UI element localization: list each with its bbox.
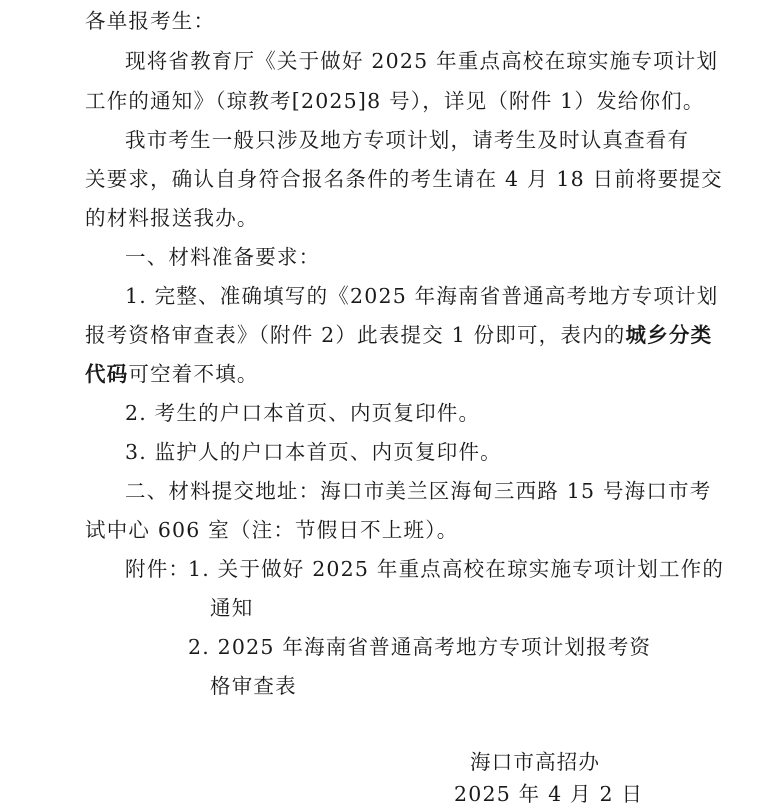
item-1-bold-term-part-2: 代码	[85, 362, 129, 386]
date: 2025 年 4 月 2 日	[454, 782, 644, 806]
paragraph-1-line-2: 工作的通知》（琼教考[2025]8 号），详见（附件 1）发给你们。	[85, 89, 705, 113]
section-2-line-1: 二、材料提交地址：海口市美兰区海甸三西路 15 号海口市考	[125, 479, 712, 503]
signature: 海口市高招办	[470, 750, 601, 774]
attachments-label: 附件：	[125, 557, 191, 581]
item-1-line-2-text: 报考资格审查表》（附件 2）此表提交 1 份即可，表内的	[85, 323, 626, 347]
item-1-bold-term-part-1: 城乡分类	[625, 323, 713, 347]
item-3: 3. 监护人的户口本首页、内页复印件。	[125, 440, 502, 464]
section-2-line-2: 试中心 606 室（注：节假日不上班）。	[85, 518, 459, 542]
attachment-2-line-1: 2. 2025 年海南省普通高考地方专项计划报考资	[188, 635, 652, 659]
item-1-line-3	[85, 360, 259, 388]
paragraph-2-line-1: 我市考生一般只涉及地方专项计划，请考生及时认真查看有	[125, 128, 690, 152]
item-1-line-3-text: 可空着不填。	[128, 362, 259, 386]
item-1-line-2	[85, 321, 712, 349]
item-1-line-1: 1. 完整、准确填写的《2025 年海南省普通高考地方专项计划	[125, 284, 719, 308]
paragraph-2-line-3: 的材料报送我办。	[85, 206, 259, 230]
item-2: 2. 考生的户口本首页、内页复印件。	[125, 401, 481, 425]
paragraph-1-line-1: 现将省教育厅《关于做好 2025 年重点高校在琼实施专项计划	[125, 49, 719, 73]
salutation: 各单报考生：	[85, 9, 216, 33]
attachment-1-line-1: 1. 关于做好 2025 年重点高校在琼实施专项计划工作的	[188, 557, 725, 581]
attachment-2-line-2: 格审查表	[210, 674, 297, 698]
section-1-heading: 一、材料准备要求：	[125, 245, 321, 269]
paragraph-2-line-2: 关要求，确认自身符合报名条件的考生请在 4 月 18 日前将要提交	[85, 167, 723, 191]
attachment-1-line-2: 通知	[210, 596, 254, 620]
